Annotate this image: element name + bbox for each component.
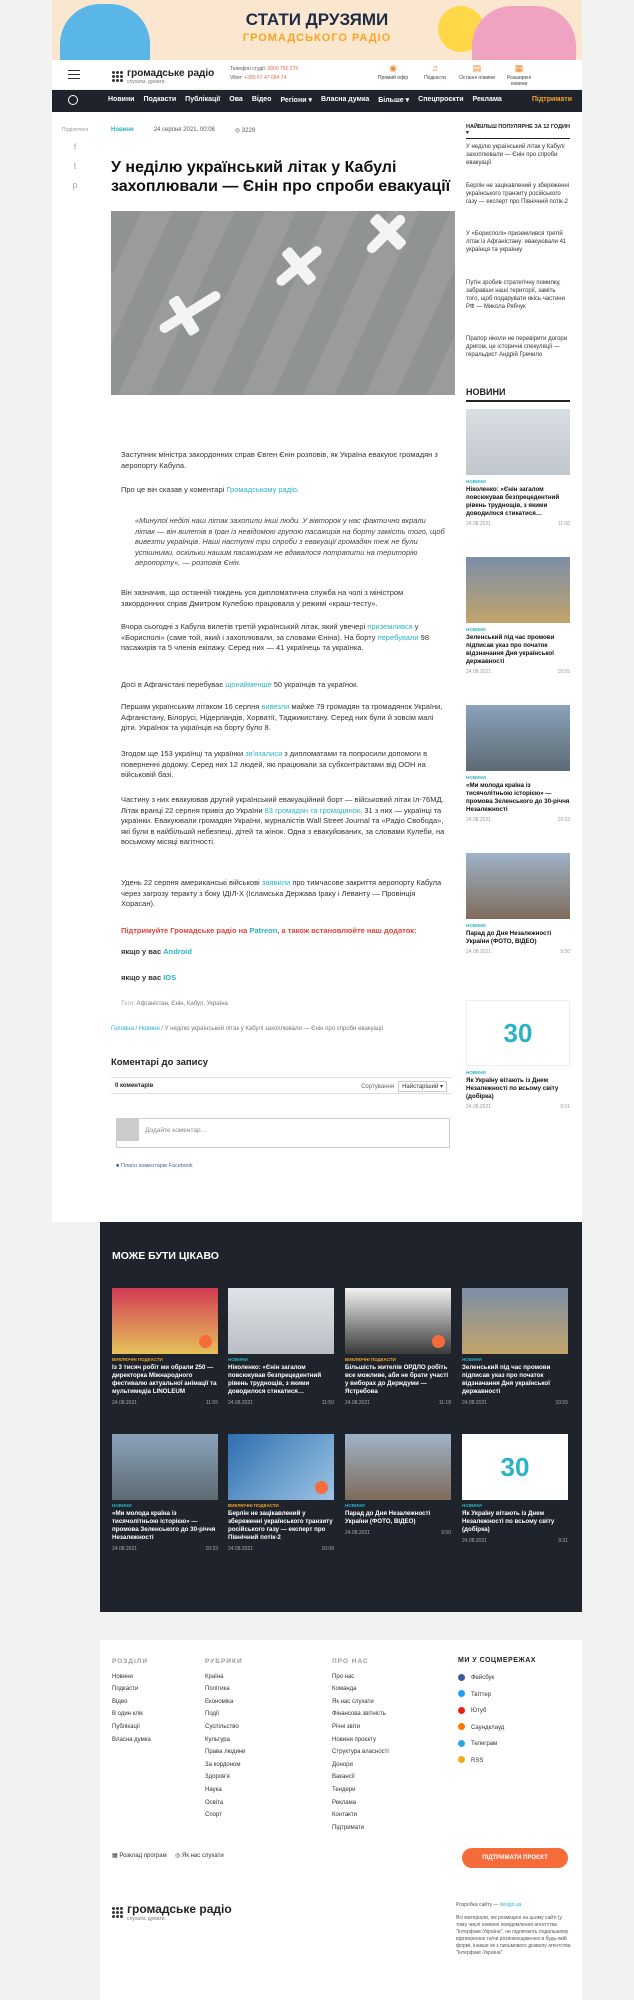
article-promo: Підтримуйте Громадське радіо на Patreon, а також встановлюйте наш додаток:	[121, 926, 417, 935]
footer-rubrics: РУБРИКИ Країна Політика Економіка Події Суспільство Культура Права людини За кордоном Здоров'я Наука Освіта Спорт	[205, 1656, 246, 1822]
footer-link[interactable]: Новини	[112, 1673, 133, 1680]
podcasts-label: Подкасти	[424, 75, 446, 81]
interesting-card[interactable]: 30 НОВИНИ Як Україну вітають із Днем Незалежності по всьому світу (добірка) 24.08.2021 9:31	[462, 1434, 568, 1544]
sidebar-news-item[interactable]: НОВИНИ Парад до Дня Незалежності України (ФОТО, ВІДЕО) 24.08.2021 9:50	[466, 853, 570, 955]
footer-link[interactable]: Подкасти	[112, 1686, 139, 1693]
logo-dots-icon	[112, 71, 123, 82]
inline-link[interactable]: заявили	[261, 878, 291, 887]
footer-logo-name: громадське радіо	[127, 1902, 232, 1916]
topbar-icons	[372, 63, 540, 87]
footer-link[interactable]: Події	[205, 1711, 220, 1718]
news-thumbnail	[466, 853, 570, 919]
paragraph: Заступник міністра закордонних справ Євген Єнін розповів, як Україна евакуює громадян з аеропорту Кабула.	[121, 450, 438, 470]
menu-icon[interactable]	[68, 70, 80, 79]
paragraph: Про це він сказав у коментарі Громадському радіо.	[121, 485, 300, 494]
popular-item[interactable]: Путін зробив стратегічну помилку, забравши наші території, заміть того, щоб подарувати якісь частини РФ — Микола Рябчук	[466, 280, 565, 310]
footer-link[interactable]: Освіта	[205, 1799, 224, 1806]
facebook-comments-plugin[interactable]: ■ Плагін коментарів Facebook	[116, 1163, 193, 1169]
latest-news-label: Останні новини	[459, 75, 495, 81]
eye-icon: ◎	[234, 128, 241, 134]
article-date: 24 серпня 2021, 00:08	[153, 127, 215, 133]
tags-label: Теги:	[121, 1001, 135, 1007]
footer-about: ПРО НАС Про нас Команда Як нас слухати Фінансова звітність Річні звіти Новини проєкту Структура власності Донори Вакансії Тендери Реклама Контакти Підтримати	[332, 1656, 389, 1834]
donate-button[interactable]: ПІДТРИМАТИ ПРОЄКТ	[462, 1848, 568, 1868]
footer-link[interactable]: Новини проєкту	[332, 1736, 377, 1743]
live-label: Прямий ефір	[377, 75, 409, 81]
logo-name: громадське радіо	[127, 68, 215, 79]
android-link[interactable]: Android	[163, 947, 192, 956]
footer-link[interactable]: Вакансії	[332, 1774, 355, 1781]
contact-phones	[230, 65, 298, 83]
inline-link[interactable]: вивезли	[261, 702, 290, 711]
banner-subtitle: ГРОМАДСЬКОГО РАДІО	[242, 32, 392, 44]
social-twitter[interactable]: Твіттер	[458, 1687, 536, 1704]
article-category[interactable]: Новини	[111, 127, 134, 133]
comment-input[interactable]	[116, 1118, 450, 1148]
viber-phone[interactable]: +380 67 47 684 74	[244, 75, 287, 81]
footer-link[interactable]: В один клік	[112, 1711, 143, 1718]
ios-line: якщо у вас IOS	[121, 973, 177, 982]
inline-link[interactable]: приземлився	[367, 622, 413, 631]
facebook-icon: ■	[116, 1163, 120, 1169]
nav-ova[interactable]: Ова	[229, 96, 243, 103]
support-link[interactable]: Підтримати	[531, 96, 572, 103]
sidebar-news-item[interactable]: 30 НОВИНИ Як Україну вітають із Днем Незалежності по всьому світу (добірка) 24.08.2021 9:31	[466, 1000, 570, 1110]
footer-link[interactable]: Відео	[112, 1698, 128, 1705]
social-rss[interactable]: RSS	[458, 1753, 536, 1770]
footer-social: МИ У СОЦМЕРЕЖАХ Фейсбук Твіттер Ютуб Саундклауд Телеграм RSS	[458, 1656, 536, 1769]
article-title: У неділю український літак у Кабулі захоплювали — Єнін про спроби евакуації	[111, 159, 451, 195]
inline-link[interactable]: перебували	[377, 632, 419, 642]
podcast-icon: ♫	[431, 63, 439, 73]
banner-title: СТАТИ ДРУЗЯМИ	[245, 10, 389, 29]
breadcrumb: Головна / Новини / У неділю український літак у Кабулі захоплювали — Єнін про спроби евакуації	[111, 1026, 384, 1032]
news-thumbnail	[466, 557, 570, 623]
comment-placeholder: Додайте коментар…	[145, 1127, 208, 1134]
paragraph: Частину з них евакуював другий український евакуаційний борт — військовий літак Іл-76МД. Літак вранці 22 серпня привіз до України 83 громадян та громадянок. 31 з них — українці та українки. Евакуювали громадян України, журналістів Wall Street Journal та «Радіо Свобода», які були в найбільшій небезпеці, дітей та жінок. Одна з евакуйованих, за словами Кулеби, на восьмому місяці вагітності.	[121, 795, 445, 846]
viber-label: Viber:	[230, 75, 243, 81]
ios-link[interactable]: IOS	[163, 973, 177, 982]
nav-regions[interactable]: Регіони ▾	[280, 97, 312, 104]
copyright-text: Всі матеріали, які розміщені на цьому сайті (у тому числі новинні повідомлення агентства "Інтерфакс-Україна", не підлягають подальшому відтворенню та/чи розповсюдженню в будь-якій формі, інакше як з письмового дозволу агентства "Інтерфакс-Україна"	[456, 1915, 571, 1956]
article-tags	[121, 1001, 228, 1007]
footer-link[interactable]: Тендери	[332, 1786, 356, 1793]
logo-tagline: слухати. думати.	[127, 79, 166, 85]
footer-link[interactable]: Про нас	[332, 1673, 355, 1680]
nav-more[interactable]: Більше ▾	[378, 97, 410, 104]
paragraph: Він зазначив, що останній тиждень уся дипломатична служба на чолі з міністром закордонних справ Дмитром Кулебою працювала у режимі «краш-тесту».	[121, 588, 404, 608]
article-quote: «Минулої неділі наш літак захопили інші люди. У вівторок у нас фактично вкрали літак — він вилетів в Іран із невідомою групою пасажирів на борту замість того, щоб вивезти українців. Наші наступні три спроби з евакуації громадян теж не були успішними, оскільки нашим пасажирам не вдавалося потрапити на територію аеропорту», — розповів Єнін.	[135, 516, 445, 567]
radio-icon: ◎	[175, 1853, 181, 1859]
interesting-card[interactable]: ВИКЛЮЧНІ ПОДКАСТИ Із 3 тисяч робіт ми обрали 250 — директорка Міжнародного фестивалю актуальної анімації та мультимедіа LINOLEUM 24.08.2021 11:55	[112, 1288, 218, 1406]
calendar-icon: ▦	[112, 1853, 118, 1859]
footer-link[interactable]: Публікації	[112, 1723, 140, 1730]
telegram-icon	[458, 1740, 465, 1747]
twitter-icon	[458, 1690, 465, 1697]
logo-dots-icon	[112, 1907, 123, 1918]
interesting-card[interactable]: НОВИНИ Ніколенко: «Єнін загалом повсюкував безпрецедентний рівень труднощів, з якими доводилося стикатися… 24.08.2021 11:50	[228, 1288, 334, 1406]
comments-toolbar	[111, 1077, 451, 1094]
footer-link[interactable]: Власна думка	[112, 1736, 151, 1743]
schedule-link[interactable]: ▦ Розклад програм	[112, 1853, 167, 1859]
studio-phone[interactable]: 0800 750 275	[267, 66, 299, 72]
article-body	[121, 588, 447, 609]
podcasts-button[interactable]	[414, 63, 456, 87]
nav-video[interactable]: Відео	[251, 96, 272, 103]
article-body	[121, 795, 447, 848]
rss-icon	[458, 1756, 465, 1763]
youtube-icon	[458, 1707, 465, 1714]
social-soundcloud[interactable]: Саундклауд	[458, 1720, 536, 1737]
tags-list[interactable]: Афганістан, Єнін, Кабул, Україна	[136, 1001, 228, 1007]
play-icon[interactable]	[315, 1481, 328, 1494]
footer-logo-tagline: слухати. думати.	[127, 1916, 166, 1922]
interesting-card[interactable]: НОВИНИ «Ми молода країна із тисячолітньою історією» — промова Зеленського до 30-річчя Незалежності 24.08.2021 10:23	[112, 1434, 218, 1552]
pinterest-icon[interactable]: p	[72, 180, 78, 190]
sidebar-news-title: НОВИНИ	[466, 387, 570, 402]
how-to-listen-link[interactable]: ◎ Як нас слухати	[175, 1853, 224, 1859]
views-count: 3229	[241, 128, 256, 134]
footer-link[interactable]: Здоров'я	[205, 1774, 230, 1781]
article-body	[121, 749, 447, 781]
social-facebook[interactable]: Фейсбук	[458, 1670, 536, 1687]
site-logo[interactable]	[112, 68, 214, 85]
comments-count: 0 коментарів	[115, 1083, 154, 1089]
banner-kids-illustration	[472, 6, 576, 60]
site-footer	[100, 1640, 582, 2000]
top-bar	[52, 60, 582, 90]
sidebar-news-item[interactable]: НОВИНИ Ніколенко: «Єнін загалом повсюкував безпрецедентний рівень труднощів, з якими доводилося стикатися… 24.08.2021 11:50	[466, 409, 570, 527]
footer-link[interactable]: Команда	[332, 1686, 357, 1693]
social-telegram[interactable]: Телеграм	[458, 1736, 536, 1753]
sidebar-news-item[interactable]: НОВИНИ Зеленський під час промови підписав указ про початок відзначання Дня української державності 24.08.2021 10:55	[466, 557, 570, 675]
article-body	[121, 485, 447, 496]
studio-phone-label: Телефон студії:	[230, 66, 267, 72]
interesting-card[interactable]: НОВИНИ Парад до Дня Незалежності України (ФОТО, ВІДЕО) 24.08.2021 9:50	[345, 1434, 451, 1536]
footer-link[interactable]: Донори	[332, 1761, 353, 1768]
article-body	[121, 680, 447, 691]
footer-link[interactable]: Права людини	[205, 1749, 246, 1756]
android-line: якщо у вас Android	[121, 947, 192, 956]
article-body	[121, 622, 447, 654]
inline-link[interactable]: зв'язалися	[245, 749, 283, 758]
breadcrumb-current: У неділю український літак у Кабулі захоплювали — Єнін про спроби евакуації	[164, 1026, 384, 1032]
promo-banner[interactable]	[52, 0, 582, 60]
interesting-card[interactable]: НОВИНИ Зеленський під час промови підписав указ про початок відзначання Дня української державності 24.08.2021 10:55	[462, 1288, 568, 1406]
popular-item[interactable]: У «Борисполі» приземлився третій літак із Афганістану: евакуювали 41 українця та українку	[466, 231, 567, 253]
footer-link[interactable]: Політика	[205, 1686, 230, 1693]
paragraph: Досі в Афганістані перебуває щонайменше 50 українців та українок.	[121, 680, 359, 689]
footer-link[interactable]: Наука	[205, 1786, 222, 1793]
latest-news-button[interactable]	[456, 63, 498, 87]
footer-logo[interactable]	[112, 1902, 232, 1922]
extended-news-button[interactable]	[498, 63, 540, 87]
play-icon[interactable]	[432, 1335, 445, 1348]
article-body	[121, 702, 447, 734]
banner-kid-illustration	[60, 4, 150, 60]
nav-opinion[interactable]: Власна думка	[320, 96, 370, 103]
footer-link[interactable]: За кордоном	[205, 1761, 241, 1768]
footer-link[interactable]: Як нас слухати	[332, 1698, 374, 1705]
interesting-card[interactable]: ВИКЛЮЧНІ ПОДКАСТИ Більшість жителів ОРДЛО робіть все можливе, аби не брати участі у виборах до Держдуми — Ястребова 24.08.2021 11:18	[345, 1288, 451, 1406]
share-label: Поділитися	[61, 127, 89, 133]
footer-link[interactable]: Суспільство	[205, 1723, 239, 1730]
footer-link[interactable]: Фінансова звітність	[332, 1711, 386, 1718]
nav-special[interactable]: Спецпроєкти	[418, 96, 464, 103]
nav-publications[interactable]: Публікації	[185, 96, 221, 103]
footer-legal: Розробка сайту — design.ua Всі матеріали, які розміщені на цьому сайті (у тому числі новинні повідомлення агентства "Інтерфакс-Україна", не підлягають подальшому відтворенню та/чи розповсюдженню в будь-якій формі, інакше як з письмового дозволу агентства "Інтерфакс-Україна"	[456, 1902, 571, 1956]
live-button[interactable]	[372, 63, 414, 87]
news-thumbnail	[466, 705, 570, 771]
sort-select[interactable]: Найстаріший ▾	[398, 1081, 447, 1092]
footer-sections: РОЗДІЛИ Новини Подкасти Відео В один клік Публікації Власна думка	[112, 1656, 151, 1746]
article-body	[121, 450, 447, 471]
interesting-section	[100, 1222, 582, 1612]
article-meta	[111, 127, 255, 134]
sort-label: Сортування	[361, 1083, 395, 1090]
footer-link[interactable]: Країна	[205, 1673, 224, 1680]
article-views	[235, 127, 255, 134]
twitter-icon[interactable]: t	[73, 161, 77, 171]
footer-link[interactable]: Структура власності	[332, 1749, 389, 1756]
footer-link[interactable]: Контакти	[332, 1812, 357, 1819]
paragraph: Вчора сьогодні з Кабула вилетів третій український літак, який увечері приземлився у «Борисполі» (саме той, який і захоплювали, за словами Єніна). На борту перебували 98 пасажирів та 5 членів екіпажу. Серед них — 41 українець та українка.	[121, 622, 430, 652]
footer-link[interactable]: Реклама	[332, 1799, 357, 1806]
paragraph: Першим українським літаком 16 серпня вивезли майже 79 громадян та громадянок України, Афганістану, Білорусі, Нідерландів, Хорватії, Таджикистану. Серед них були й зовсім малі діти. Українок та українців на борту було 8.	[121, 702, 443, 732]
patreon-link[interactable]: Patreon	[249, 926, 278, 935]
inline-link[interactable]: Громадському радіо	[226, 485, 297, 494]
share-panel	[58, 127, 92, 190]
avatar	[117, 1119, 139, 1141]
popular-item[interactable]: Берлін не зацікавлений у збереженні українського транзиту російського газу — експерт про Північний потік-2	[466, 183, 570, 205]
footer-link[interactable]: Річні звіти	[332, 1723, 361, 1730]
soundcloud-icon	[458, 1723, 465, 1730]
comments-title: Коментарі до запису	[111, 1057, 209, 1068]
sidebar-news-item[interactable]: НОВИНИ «Ми молода країна із тисячолітньою історією» — промова Зеленського до 30-річчя Незалежності 24.08.2021 10:23	[466, 705, 570, 823]
main-nav	[52, 90, 582, 112]
extended-news-icon: ▦	[514, 63, 524, 73]
facebook-icon	[458, 1674, 465, 1681]
news-thumbnail: 30	[466, 1000, 570, 1066]
popular-item[interactable]: Прапор ніколи не перевірити догори дригом, це історичні спекуляції — геральдист Андрій Гречило	[466, 336, 568, 358]
nav-podcasts[interactable]: Подкасти	[143, 96, 177, 103]
news-thumbnail	[466, 409, 570, 475]
popular-item[interactable]: У неділю український літак у Кабулі захоплювали — Єнін про спроби евакуації	[466, 144, 565, 166]
facebook-icon[interactable]: f	[73, 142, 77, 152]
footer-link[interactable]: Спорт	[205, 1812, 222, 1819]
extended-news-label: Розширені новини	[506, 75, 532, 87]
breadcrumb-section[interactable]: Новини	[138, 1026, 160, 1032]
news-icon: ▤	[472, 63, 482, 73]
paragraph: Удень 22 серпня американські військові заявили про тимчасове закриття аеропорту Кабула через загрозу теракту з боку ІДІЛ-Х (Ісламська Держава Іраку і Леванту — Провінція Хорасан).	[121, 878, 442, 908]
interesting-title: МОЖЕ БУТИ ЦІКАВО	[112, 1250, 219, 1262]
footer-link[interactable]: Підтримати	[332, 1824, 365, 1831]
interesting-card[interactable]: ВИКЛЮЧНІ ПОДКАСТИ Берлін не зацікавлений у збереженні українського транзиту російського газу — експерт про Північний потік-2 24.08.2021 10:08	[228, 1434, 334, 1552]
inline-link[interactable]: 83 громадян та громадянок	[264, 805, 361, 815]
nav-ads[interactable]: Реклама	[472, 96, 502, 103]
paragraph: Згодом ще 153 українці та українки зв'язалися з дипломатами та попросили допомоги в поверненні додому. Серед них 12 людей, які працювали за субконтрактами від ООН на військовій базі.	[121, 749, 428, 779]
play-icon[interactable]	[199, 1335, 212, 1348]
inline-link[interactable]: щонайменше	[225, 680, 272, 689]
breadcrumb-home[interactable]: Головна	[111, 1026, 134, 1032]
article-hero-image	[111, 211, 455, 395]
social-youtube[interactable]: Ютуб	[458, 1703, 536, 1720]
popular-header[interactable]: НАЙБІЛЬШ ПОПУЛЯРНЕ ЗА 12 ГОДИН ▾	[466, 124, 570, 139]
headphones-icon: ◉	[389, 63, 397, 73]
developer-link[interactable]: design.ua	[499, 1902, 522, 1908]
article-body	[121, 878, 447, 910]
nav-news[interactable]: Новини	[108, 96, 135, 103]
search-icon[interactable]	[68, 95, 78, 105]
footer-link[interactable]: Економіка	[205, 1698, 234, 1705]
footer-link[interactable]: Культура	[205, 1736, 230, 1743]
